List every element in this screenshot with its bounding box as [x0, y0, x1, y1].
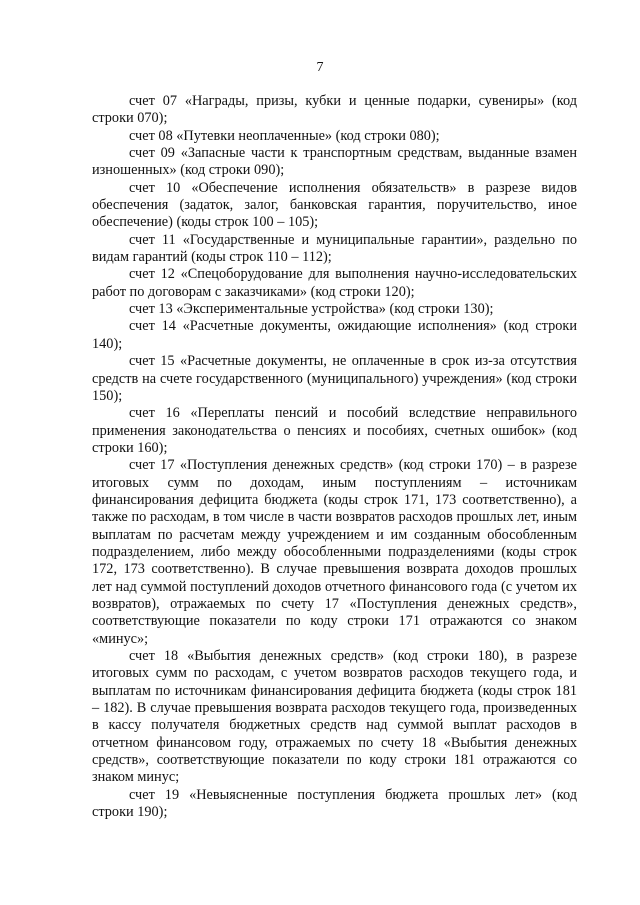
- paragraph-account-14: счет 14 «Расчетные документы, ожидающие исполнения» (код строки 140);: [92, 318, 577, 352]
- paragraph-account-13: счет 13 «Экспериментальные устройства» (код строки 130);: [129, 301, 494, 318]
- document-body: [92, 93, 577, 821]
- paragraph-account-07: счет 07 «Награды, призы, кубки и ценные подарки, сувениры» (код строки 070);: [92, 93, 577, 127]
- paragraph-account-17: счет 17 «Поступления денежных средств» (код строки 170) – в разрезе итоговых сумм по доходам, иным поступлениям – источникам финансирования дефицита бюджета (коды строк 171, 173 соответственно), а также по расходам, в том числе в части возвратов расходов прошлых лет, иным выплатам по расчетам между учреждением и им созданным обособленным подразделением, либо между обособленными подразделениями (коды строк 172, 173 соответственно). В случае превышения возврата доходов прошлых лет над суммой поступлений доходов отчетного финансового года (с учетом их возвратов), отражаемых по счету 17 «Поступления денежных средств», соответствующие показатели по коду строки 171 отражаются со знаком «минус»;: [92, 457, 577, 647]
- paragraph-account-09: счет 09 «Запасные части к транспортным средствам, выданные взамен изношенных» (код строки 090);: [92, 145, 577, 179]
- paragraph-account-12: счет 12 «Спецоборудование для выполнения научно-исследовательских работ по договорам с заказчиками» (код строки 120);: [92, 266, 577, 300]
- paragraph-account-18: счет 18 «Выбытия денежных средств» (код строки 180), в разрезе итоговых сумм по расходам, с учетом возвратов расходов текущего года, и выплатам по источникам финансирования дефицита бюджета (коды строк 181 – 182). В случае превышения возврата расходов текущего года, произведенных в кассу получателя бюджетных средств над суммой выплат расходов в отчетном финансовом году, отражаемых по счету 18 «Выбытия денежных средств», соответствующие показатели по коду строки 181 отражаются со знаком минус;: [92, 648, 577, 786]
- paragraph-account-15: счет 15 «Расчетные документы, не оплаченные в срок из-за отсутствия средств на счете государственного (муниципального) учреждения» (код строки 150);: [92, 353, 577, 404]
- paragraph-account-10: счет 10 «Обеспечение исполнения обязательств» в разрезе видов обеспечения (задаток, залог, банковская гарантия, поручительство, иное обеспечение) (коды строк 100 – 105);: [92, 179, 577, 231]
- page-number: 7: [316, 60, 324, 75]
- paragraph-account-16: счет 16 «Переплаты пенсий и пособий вследствие неправильного применения законодательства о пенсиях и пособиях, счетных ошибок» (код строки 160);: [92, 405, 577, 456]
- paragraph-account-19: счет 19 «Невыясненные поступления бюджета прошлых лет» (код строки 190);: [92, 786, 577, 821]
- paragraph-account-11: счет 11 «Государственные и муниципальные гарантии», раздельно по видам гарантий (коды строк 110 – 112);: [92, 231, 577, 266]
- paragraph-account-08: счет 08 «Путевки неоплаченные» (код строки 080);: [129, 127, 440, 144]
